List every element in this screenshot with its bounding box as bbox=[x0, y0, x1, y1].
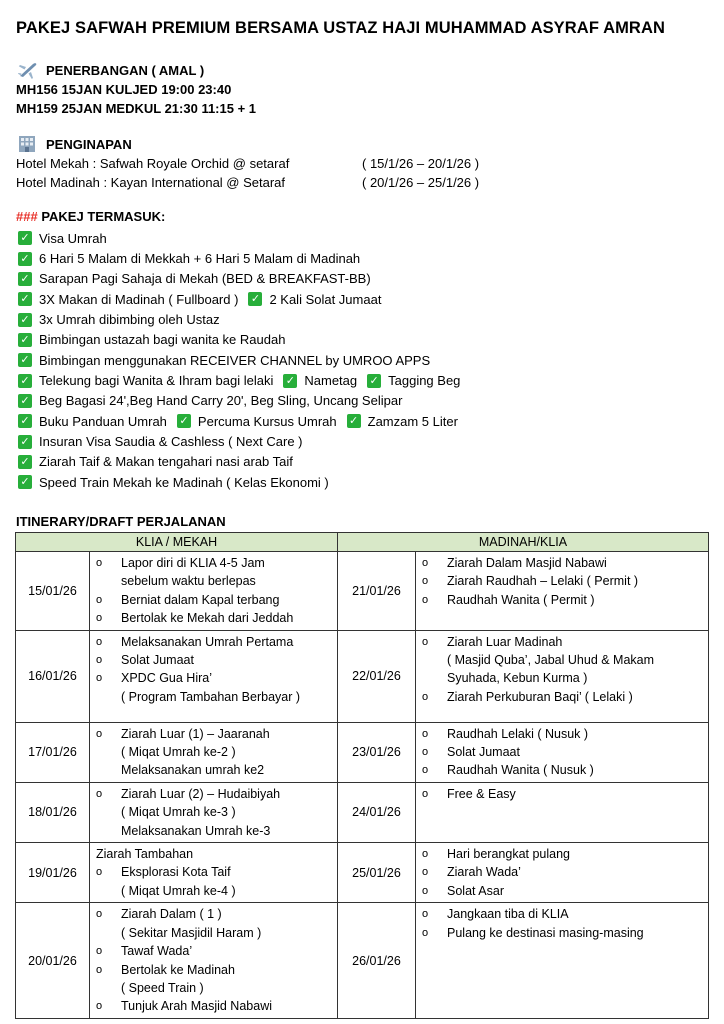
checkmark-icon: ✓ bbox=[367, 374, 381, 388]
checkmark-icon: ✓ bbox=[18, 374, 32, 388]
left-activities-cell bbox=[90, 782, 338, 842]
inclusion-text: 3x Umrah dibimbing oleh Ustaz bbox=[39, 312, 220, 328]
airplane-icon bbox=[18, 61, 38, 79]
inclusion-text: Tagging Beg bbox=[388, 373, 461, 389]
left-date-cell: 18/01/26 bbox=[16, 782, 90, 842]
inclusion-text: Bimbingan menggunakan RECEIVER CHANNEL by UMROO APPS bbox=[39, 352, 431, 368]
activity-item: Melaksanakan Umrah ke-3 bbox=[121, 823, 271, 838]
activity-item: o Solat Asar bbox=[422, 882, 704, 900]
checkmark-icon: ✓ bbox=[18, 455, 32, 469]
activity-item: o Lapor diri di KLIA 4-5 Jam bbox=[96, 554, 333, 572]
right-activities-cell bbox=[416, 722, 709, 782]
right-date-cell: 26/01/26 bbox=[338, 903, 416, 1018]
checkmark-icon: ✓ bbox=[18, 435, 32, 449]
checkmark-icon: ✓ bbox=[18, 353, 32, 367]
left-activities-cell bbox=[90, 552, 338, 631]
checkmark-icon: ✓ bbox=[18, 414, 32, 428]
itinerary-table bbox=[15, 532, 709, 1019]
right-date-cell: 23/01/26 bbox=[338, 722, 416, 782]
left-date-cell: 16/01/26 bbox=[16, 630, 90, 722]
inclusion-row bbox=[18, 472, 460, 492]
left-activity-list bbox=[90, 552, 337, 630]
activity-item: o XPDC Gua Hira’ bbox=[96, 669, 333, 687]
building-icon bbox=[18, 135, 38, 153]
checkmark-icon: ✓ bbox=[18, 333, 32, 347]
activity-item: o Ziarah Luar (1) – Jaaranah bbox=[96, 725, 333, 743]
inclusion-text: Percuma Kursus Umrah bbox=[197, 413, 337, 429]
checkmark-icon: ✓ bbox=[248, 292, 262, 306]
activity-item: o Ziarah Raudhah – Lelaki ( Permit ) bbox=[422, 572, 704, 590]
itinerary-title: ITINERARY/DRAFT PERJALANAN bbox=[16, 514, 226, 529]
inclusion-text: Ziarah Taif & Makan tengahari nasi arab Taif bbox=[39, 454, 293, 470]
hotels-heading bbox=[18, 135, 132, 153]
activity-item: ( Sekitar Masjidil Haram ) bbox=[121, 925, 262, 940]
inclusion-text: Zamzam 5 Liter bbox=[367, 413, 458, 429]
right-date-cell: 24/01/26 bbox=[338, 782, 416, 842]
left-activities-cell bbox=[90, 903, 338, 1018]
activity-item: o Jangkaan tiba di KLIA bbox=[422, 905, 704, 923]
inclusion-text: Sarapan Pagi Sahaja di Mekah (BED & BREAKFAST-BB) bbox=[39, 271, 371, 287]
hash-marker: ### bbox=[16, 209, 38, 224]
inclusions-heading-label: PAKEJ TERMASUK: bbox=[41, 209, 166, 224]
left-date-cell: 15/01/26 bbox=[16, 552, 90, 631]
inclusion-row bbox=[18, 309, 460, 329]
right-activities-cell bbox=[416, 782, 709, 842]
inclusion-text: Speed Train Mekah ke Madinah ( Kelas Ekonomi ) bbox=[39, 474, 329, 490]
right-activity-list bbox=[416, 631, 708, 709]
itinerary-row bbox=[16, 722, 709, 782]
activity-item: Ziarah Tambahan bbox=[96, 847, 194, 862]
left-activity-list bbox=[90, 631, 337, 709]
right-activities-cell bbox=[416, 903, 709, 1018]
left-activity-list bbox=[90, 723, 337, 782]
activity-item: o Tunjuk Arah Masjid Nabawi bbox=[96, 997, 333, 1015]
inclusion-text: Bimbingan ustazah bagi wanita ke Raudah bbox=[39, 332, 286, 348]
flights-heading bbox=[18, 61, 204, 79]
checkmark-icon: ✓ bbox=[18, 292, 32, 306]
checkmark-icon: ✓ bbox=[18, 313, 32, 327]
checkmark-icon: ✓ bbox=[18, 272, 32, 286]
activity-item: ( Program Tambahan Berbayar ) bbox=[121, 689, 301, 704]
itinerary-row bbox=[16, 630, 709, 722]
inclusions-list bbox=[18, 228, 460, 492]
activity-item: ( Miqat Umrah ke-2 ) bbox=[121, 745, 236, 760]
left-date-cell: 19/01/26 bbox=[16, 843, 90, 903]
inclusion-row bbox=[18, 350, 460, 370]
activity-item: o Hari berangkat pulang bbox=[422, 845, 704, 863]
activity-item: Syuhada, Kebun Kurma ) bbox=[447, 671, 588, 686]
left-date-cell: 20/01/26 bbox=[16, 903, 90, 1018]
activity-item: ( Speed Train ) bbox=[121, 980, 204, 995]
activity-item: o Raudhah Lelaki ( Nusuk ) bbox=[422, 725, 704, 743]
activity-item: o Tawaf Wada’ bbox=[96, 942, 333, 960]
activity-item: Melaksanakan umrah ke2 bbox=[121, 763, 265, 778]
right-activity-list bbox=[416, 903, 708, 944]
checkmark-icon: ✓ bbox=[18, 475, 32, 489]
itinerary-row bbox=[16, 782, 709, 842]
left-column-header: KLIA / MEKAH bbox=[16, 533, 338, 552]
activity-item: o Free & Easy bbox=[422, 785, 704, 803]
checkmark-icon: ✓ bbox=[18, 231, 32, 245]
left-activities-cell bbox=[90, 722, 338, 782]
inclusion-text: Nametag bbox=[304, 373, 358, 389]
flight-line-2: MH159 25JAN MEDKUL 21:30 11:15 + 1 bbox=[16, 101, 257, 116]
activity-item: o Raudhah Wanita ( Permit ) bbox=[422, 591, 704, 609]
itinerary-row bbox=[16, 903, 709, 1018]
flight-line-1: MH156 15JAN KULJED 19:00 23:40 bbox=[16, 82, 232, 97]
right-activities-cell bbox=[416, 552, 709, 631]
flights-heading-label: PENERBANGAN ( AMAL ) bbox=[46, 62, 205, 78]
inclusion-text: Insuran Visa Saudia & Cashless ( Next Care ) bbox=[39, 434, 303, 450]
activity-item: o Berniat dalam Kapal terbang bbox=[96, 591, 333, 609]
inclusion-row bbox=[18, 452, 460, 472]
checkmark-icon: ✓ bbox=[18, 394, 32, 408]
left-activities-cell bbox=[90, 843, 338, 903]
checkmark-icon: ✓ bbox=[347, 414, 361, 428]
hotel-mekah-dates: ( 15/1/26 – 20/1/26 ) bbox=[362, 156, 480, 171]
right-activities-cell bbox=[416, 630, 709, 722]
inclusion-row bbox=[18, 228, 460, 248]
inclusion-row bbox=[18, 248, 460, 268]
inclusions-heading bbox=[16, 208, 165, 225]
activity-item: ( Miqat Umrah ke-4 ) bbox=[121, 883, 236, 898]
checkmark-icon: ✓ bbox=[177, 414, 191, 428]
hotels-heading-label: PENGINAPAN bbox=[46, 136, 132, 152]
left-activity-list bbox=[90, 843, 337, 902]
hotel-mekah-name: Hotel Mekah : Safwah Royale Orchid @ setaraf bbox=[16, 156, 290, 171]
right-date-cell: 22/01/26 bbox=[338, 630, 416, 722]
inclusion-text: Beg Bagasi 24',Beg Hand Carry 20', Beg Sling, Uncang Selipar bbox=[39, 393, 403, 409]
checkmark-icon: ✓ bbox=[283, 374, 297, 388]
inclusion-row bbox=[18, 391, 460, 411]
checkmark-icon: ✓ bbox=[18, 252, 32, 266]
right-date-cell: 25/01/26 bbox=[338, 843, 416, 903]
hotel-madinah-name: Hotel Madinah : Kayan International @ Setaraf bbox=[16, 175, 286, 190]
left-activities-cell bbox=[90, 630, 338, 722]
inclusion-row bbox=[18, 289, 460, 309]
activity-item: o Solat Jumaat bbox=[422, 743, 704, 761]
left-activity-list bbox=[90, 903, 337, 1017]
right-activities-cell bbox=[416, 843, 709, 903]
right-activity-list bbox=[416, 723, 708, 782]
activity-item: o Bertolak ke Madinah bbox=[96, 961, 333, 979]
activity-item: o Solat Jumaat bbox=[96, 651, 333, 669]
right-activity-list bbox=[416, 843, 708, 902]
itinerary-row bbox=[16, 843, 709, 903]
activity-item: o Eksplorasi Kota Taif bbox=[96, 863, 333, 881]
activity-item: ( Miqat Umrah ke-3 ) bbox=[121, 805, 236, 820]
itinerary-row bbox=[16, 552, 709, 631]
activity-item: o Ziarah Luar Madinah bbox=[422, 633, 704, 651]
activity-item: o Ziarah Wada’ bbox=[422, 863, 704, 881]
activity-item: ( Masjid Quba’, Jabal Uhud & Makam bbox=[447, 653, 655, 668]
inclusion-text: Buku Panduan Umrah bbox=[39, 413, 167, 429]
inclusion-text: 6 Hari 5 Malam di Mekkah + 6 Hari 5 Malam di Madinah bbox=[39, 251, 361, 267]
left-date-cell: 17/01/26 bbox=[16, 722, 90, 782]
inclusion-row bbox=[18, 269, 460, 289]
activity-item: o Ziarah Dalam Masjid Nabawi bbox=[422, 554, 704, 572]
right-activity-list bbox=[416, 783, 708, 805]
activity-item: o Ziarah Perkuburan Baqi’ ( Lelaki ) bbox=[422, 688, 704, 706]
inclusion-row bbox=[18, 411, 460, 431]
inclusion-text: 3X Makan di Madinah ( Fullboard ) bbox=[39, 291, 239, 307]
right-activity-list bbox=[416, 552, 708, 611]
left-activity-list bbox=[90, 783, 337, 842]
inclusion-row bbox=[18, 431, 460, 451]
activity-item: sebelum waktu berlepas bbox=[121, 574, 256, 589]
activity-item: o Ziarah Dalam ( 1 ) bbox=[96, 905, 333, 923]
page-title: PAKEJ SAFWAH PREMIUM BERSAMA USTAZ HAJI MUHAMMAD ASYRAF AMRAN bbox=[16, 19, 665, 37]
inclusion-row bbox=[18, 330, 460, 350]
right-column-header: MADINAH/KLIA bbox=[338, 533, 709, 552]
activity-item: o Bertolak ke Mekah dari Jeddah bbox=[96, 609, 333, 627]
activity-item: o Raudhah Wanita ( Nusuk ) bbox=[422, 761, 704, 779]
activity-item: o Pulang ke destinasi masing-masing bbox=[422, 924, 704, 942]
activity-item: o Melaksanakan Umrah Pertama bbox=[96, 633, 333, 651]
hotel-madinah-dates: ( 20/1/26 – 25/1/26 ) bbox=[362, 175, 480, 190]
inclusion-row bbox=[18, 370, 460, 390]
inclusion-text: 2 Kali Solat Jumaat bbox=[269, 291, 382, 307]
right-date-cell: 21/01/26 bbox=[338, 552, 416, 631]
activity-item: o Ziarah Luar (2) – Hudaibiyah bbox=[96, 785, 333, 803]
inclusion-text: Telekung bagi Wanita & Ihram bagi lelaki bbox=[39, 373, 274, 389]
itinerary-header-row bbox=[16, 533, 709, 552]
inclusion-text: Visa Umrah bbox=[39, 230, 107, 246]
